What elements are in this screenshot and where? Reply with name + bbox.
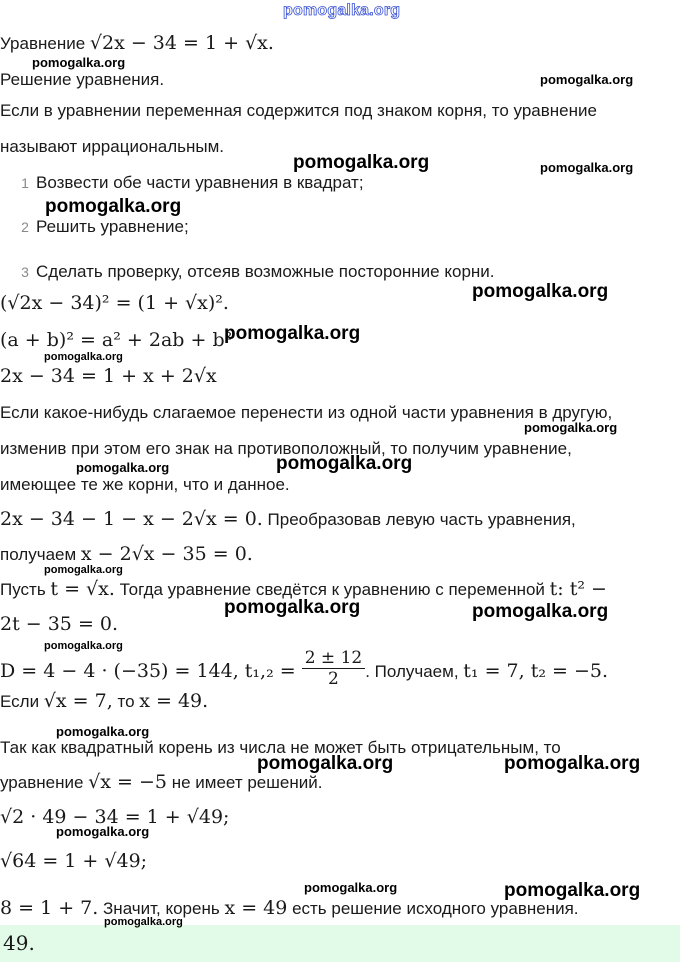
- equation-statement: [0, 32, 274, 55]
- conclusion-text-2: есть решение исходного уравнения.: [287, 899, 579, 918]
- neg-math: √x = −5: [88, 771, 167, 793]
- quadratic-equation: 2t − 35 = 0.: [0, 613, 119, 635]
- transposed-equation: [0, 508, 576, 531]
- watermark: pomogalka.org: [56, 824, 150, 839]
- conclusion-text: Значит, корень: [98, 899, 225, 918]
- then-text: то: [112, 692, 140, 711]
- watermark: pomogalka.org: [472, 281, 609, 302]
- rule-line-1: Если какое-нибудь слагаемое перенести из одной части уравнения в другую,: [0, 403, 613, 422]
- fraction-numerator: 2 ± 12: [302, 648, 366, 669]
- watermark: pomogalka.org: [276, 453, 413, 474]
- simplified-math: x − 2√x − 35 = 0.: [80, 543, 253, 565]
- substitution-text-2: Тогда уравнение сведётся к уравнению с переменной: [114, 580, 550, 599]
- then-math: x = 49.: [139, 690, 209, 712]
- step-2: [0, 216, 189, 238]
- rule-line-3: имеющее те же корни, что и данное.: [0, 475, 290, 494]
- transposed-text: Преобразовав левую часть уравнения,: [262, 510, 576, 529]
- substitution-text-1: Пусть: [0, 580, 51, 599]
- square-formula: (a + b)² = a² + 2ab + b²: [0, 329, 233, 351]
- check-line-1: √2 · 49 − 34 = 1 + √49;: [0, 806, 230, 828]
- step-text: Решить уравнение;: [36, 217, 189, 236]
- substitution-math-2: t: t² −: [549, 578, 607, 600]
- solution-heading: Решение уравнения.: [0, 70, 165, 89]
- watermark: pomogalka.org: [224, 597, 361, 618]
- roots-fraction: [302, 648, 366, 689]
- neg-text: уравнение: [0, 773, 89, 792]
- negative-root-line-1: Так как квадратный корень из числа не может быть отрицательным, то: [0, 738, 561, 757]
- step-3: [0, 261, 495, 283]
- watermark: pomogalka.org: [76, 460, 170, 475]
- watermark: pomogalka.org: [44, 564, 123, 576]
- site-header-link[interactable]: pomogalka.org: [283, 2, 401, 19]
- discriminant-math: D = 4 − 4 · (−35) = 144, t₁,₂ =: [0, 659, 302, 682]
- step-number: 2: [21, 219, 29, 235]
- transposed-math: 2x − 34 − 1 − x − 2√x = 0.: [0, 508, 263, 530]
- watermark: pomogalka.org: [44, 640, 123, 652]
- check-line-2: √64 = 1 + √49;: [0, 850, 148, 872]
- watermark: pomogalka.org: [504, 753, 641, 774]
- watermark: pomogalka.org: [472, 601, 609, 622]
- substitution-math-1: t = √x.: [50, 578, 115, 600]
- statement-prefix: Уравнение: [0, 34, 90, 53]
- definition-line-2: называют иррациональным.: [0, 137, 225, 156]
- conclusion-root: x = 49: [224, 897, 288, 919]
- positive-root-line: [0, 690, 208, 713]
- step-1: [0, 172, 364, 194]
- watermark: pomogalka.org: [524, 420, 618, 435]
- watermark: pomogalka.org: [45, 196, 182, 217]
- roots-values: t₁ = 7, t₂ = −5.: [463, 659, 608, 682]
- statement-math: √2x − 34 = 1 + √x.: [89, 32, 274, 54]
- discriminant-line: [0, 648, 608, 693]
- discriminant-text: . Получаем,: [365, 661, 464, 681]
- watermark: pomogalka.org: [504, 880, 641, 901]
- if-text: Если: [0, 692, 44, 711]
- watermark: pomogalka.org: [293, 152, 430, 173]
- simplified-text: получаем: [0, 545, 81, 564]
- if-math: √x = 7,: [43, 690, 113, 712]
- watermark: pomogalka.org: [44, 351, 123, 363]
- watermark: pomogalka.org: [540, 72, 634, 87]
- watermark: pomogalka.org: [104, 916, 183, 928]
- step-text: Сделать проверку, отсеяв возможные посторонние корни.: [36, 262, 495, 281]
- watermark: pomogalka.org: [56, 724, 150, 739]
- step-text: Возвести обе части уравнения в квадрат;: [36, 173, 364, 192]
- watermark: pomogalka.org: [304, 880, 398, 895]
- watermark: pomogalka.org: [32, 55, 126, 70]
- step-number: 3: [21, 264, 29, 280]
- definition-line-1: Если в уравнении переменная содержится под знаком корня, то уравнение: [0, 101, 597, 120]
- answer-value: 49.: [3, 931, 35, 955]
- watermark: pomogalka.org: [540, 160, 634, 175]
- neg-text-2: не имеет решений.: [167, 773, 323, 792]
- answer-box: [0, 925, 680, 962]
- simplified-equation: [0, 543, 253, 566]
- conclusion-line: [0, 897, 579, 920]
- watermark: pomogalka.org: [224, 323, 361, 344]
- watermark: pomogalka.org: [257, 753, 394, 774]
- expanded-equation: 2x − 34 = 1 + x + 2√x: [0, 365, 217, 387]
- conclusion-math: 8 = 1 + 7.: [0, 897, 99, 919]
- step-number: 1: [21, 175, 29, 191]
- rule-line-2: изменив при этом его знак на противоположный, то получим уравнение,: [0, 439, 572, 458]
- squared-equation: (√2x − 34)² = (1 + √x)².: [0, 292, 229, 314]
- fraction-denominator: 2: [328, 669, 339, 689]
